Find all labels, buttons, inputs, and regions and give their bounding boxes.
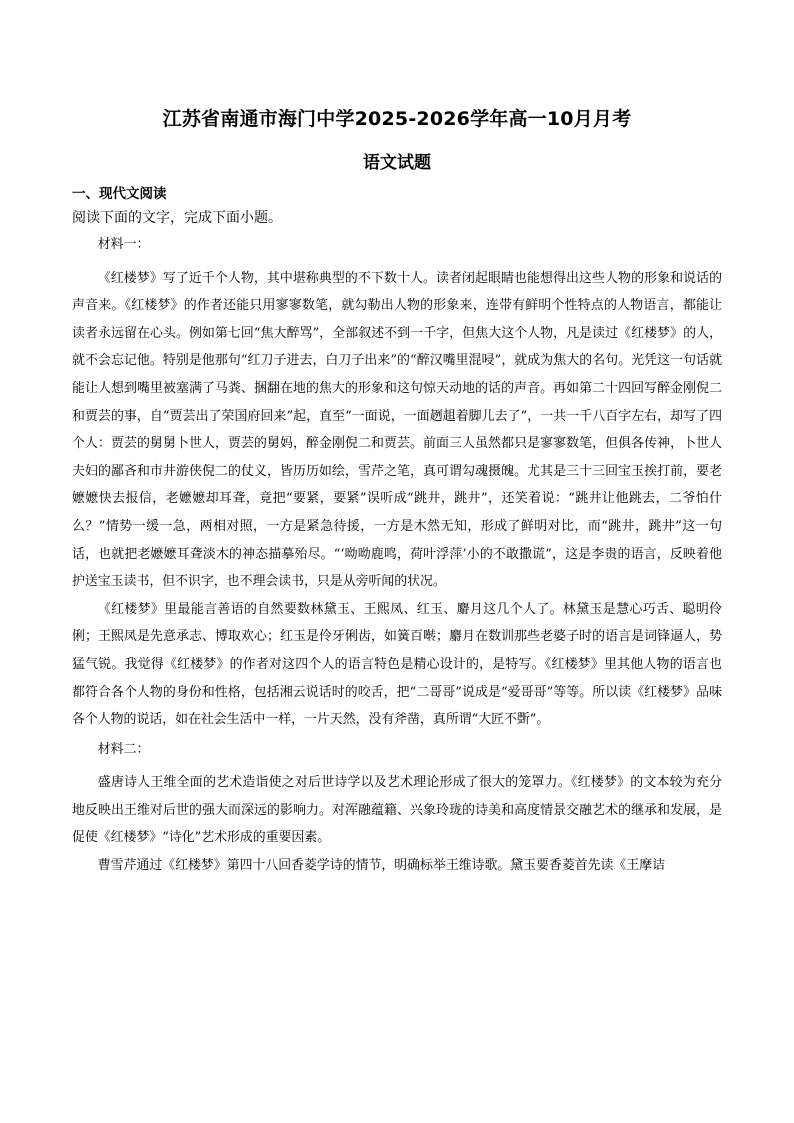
paragraph: 盛唐诗人王维全面的艺术造诣使之对后世诗学以及艺术理论形成了很大的笼罩力。《红楼梦》的文本较为充分地反映出王维对后世的强大而深远的影响力。对浑融蕴籍、兴象玲珑的诗美和高度情景交融艺术的继承和发展，是促使《红楼梦》“诗化”艺术形成的重要因素。	[72, 775, 722, 846]
paragraph: 《红楼梦》写了近千个人物，其中堪称典型的不下数十人。读者闭起眼睛也能想得出这些人物的形象和说话的声音来。《红楼梦》的作者还能只用寥寥数笔，就勾勒出人物的形象来，连带有鲜明个性特点的人物语言，都能让读者永远留在心头。例如第七回“焦大醉骂”，全部叙述不到一千字，但焦大这个人物，凡是读过《红楼梦》的人，就不会忘记他。特别是他那句“红刀子进去，白刀子出来”的“醉汉嘴里混唚”，就成为焦大的名句。光凭这一句话就能让人想到嘴里被塞满了马粪、捆翻在地的焦大的形象和这句惊天动地的话的声音。再如第二十四回写醉金刚倪二和贾芸的事，自“贾芸出了荣国府回来”起，直至“一面说，一面趔趄着脚儿去了”，一共一千八百字左右，却写了四个人：贾芸的舅舅卜世人，贾芸的舅妈，醉金刚倪二和贾芸。前面三人虽然都只是寥寥数笔，但俱各传神，卜世人夫妇的鄙吝和市井游侠倪二的仗义，皆历历如绘，雪芹之笔，真可谓勾魂摄魄。尤其是三十三回宝玉挨打前，要老嬷嬷快去报信，老嬷嬷却耳聋，竟把“要紧，要紧”误听成“跳井，跳井”，还笑着说：“跳井让他跳去，二爷怕什么？”情势一缓一急，两相对照，一方是紧急待援，一方是木然无知，形成了鲜明对比，而“跳井，跳井”这一句话，也就把老嬷嬷耳聋淡木的神态描摹殆尽。“‘呦呦鹿鸣，荷叶浮萍’小的不敢撒谎”，这是李贵的语言，反映着他护送宝玉读书，但不识字，也不理会读书，只是从旁听闻的状况。	[72, 270, 722, 590]
paragraph: 曹雪芹通过《红楼梦》第四十八回香菱学诗的情节，明确标举王维诗歌。黛玉要香菱首先读《王摩诘	[97, 858, 665, 874]
material-one-label: 材料一：	[97, 237, 150, 252]
reading-passage	[72, 231, 722, 880]
document-subtitle: 语文试题	[363, 153, 431, 173]
material-two-label: 材料二：	[97, 741, 150, 757]
instruction-text: 阅读下面的文字，完成下面小题。	[72, 210, 282, 226]
paragraph: 《红楼梦》里最能言善语的自然要数林黛玉、王熙凤、红玉、麝月这几个人了。林黛玉是慧心巧舌、聪明伶俐；王熙凤是先意承志、博取欢心；红玉是伶牙俐齿，如簧百啭；麝月在数训那些老婆子时的语言是词锋逼人，势猛气锐。我觉得《红楼梦》的作者对这四个人的语言特色是精心设计的，是特写。《红楼梦》里其他人物的语言也都符合各个人物的身份和性格，包括湘云说话时的咬舌，把“二哥哥”说成是“爱哥哥”等等。所以读《红楼梦》品味各个人物的说话，如在社会生活中一样，一片天然，没有斧凿，真所谓“大匠不斲”。	[72, 601, 722, 728]
section-heading: 一、现代文阅读	[72, 186, 167, 202]
document-title: 江苏省南通市海门中学2025-2026学年高一10月月考	[162, 108, 632, 130]
